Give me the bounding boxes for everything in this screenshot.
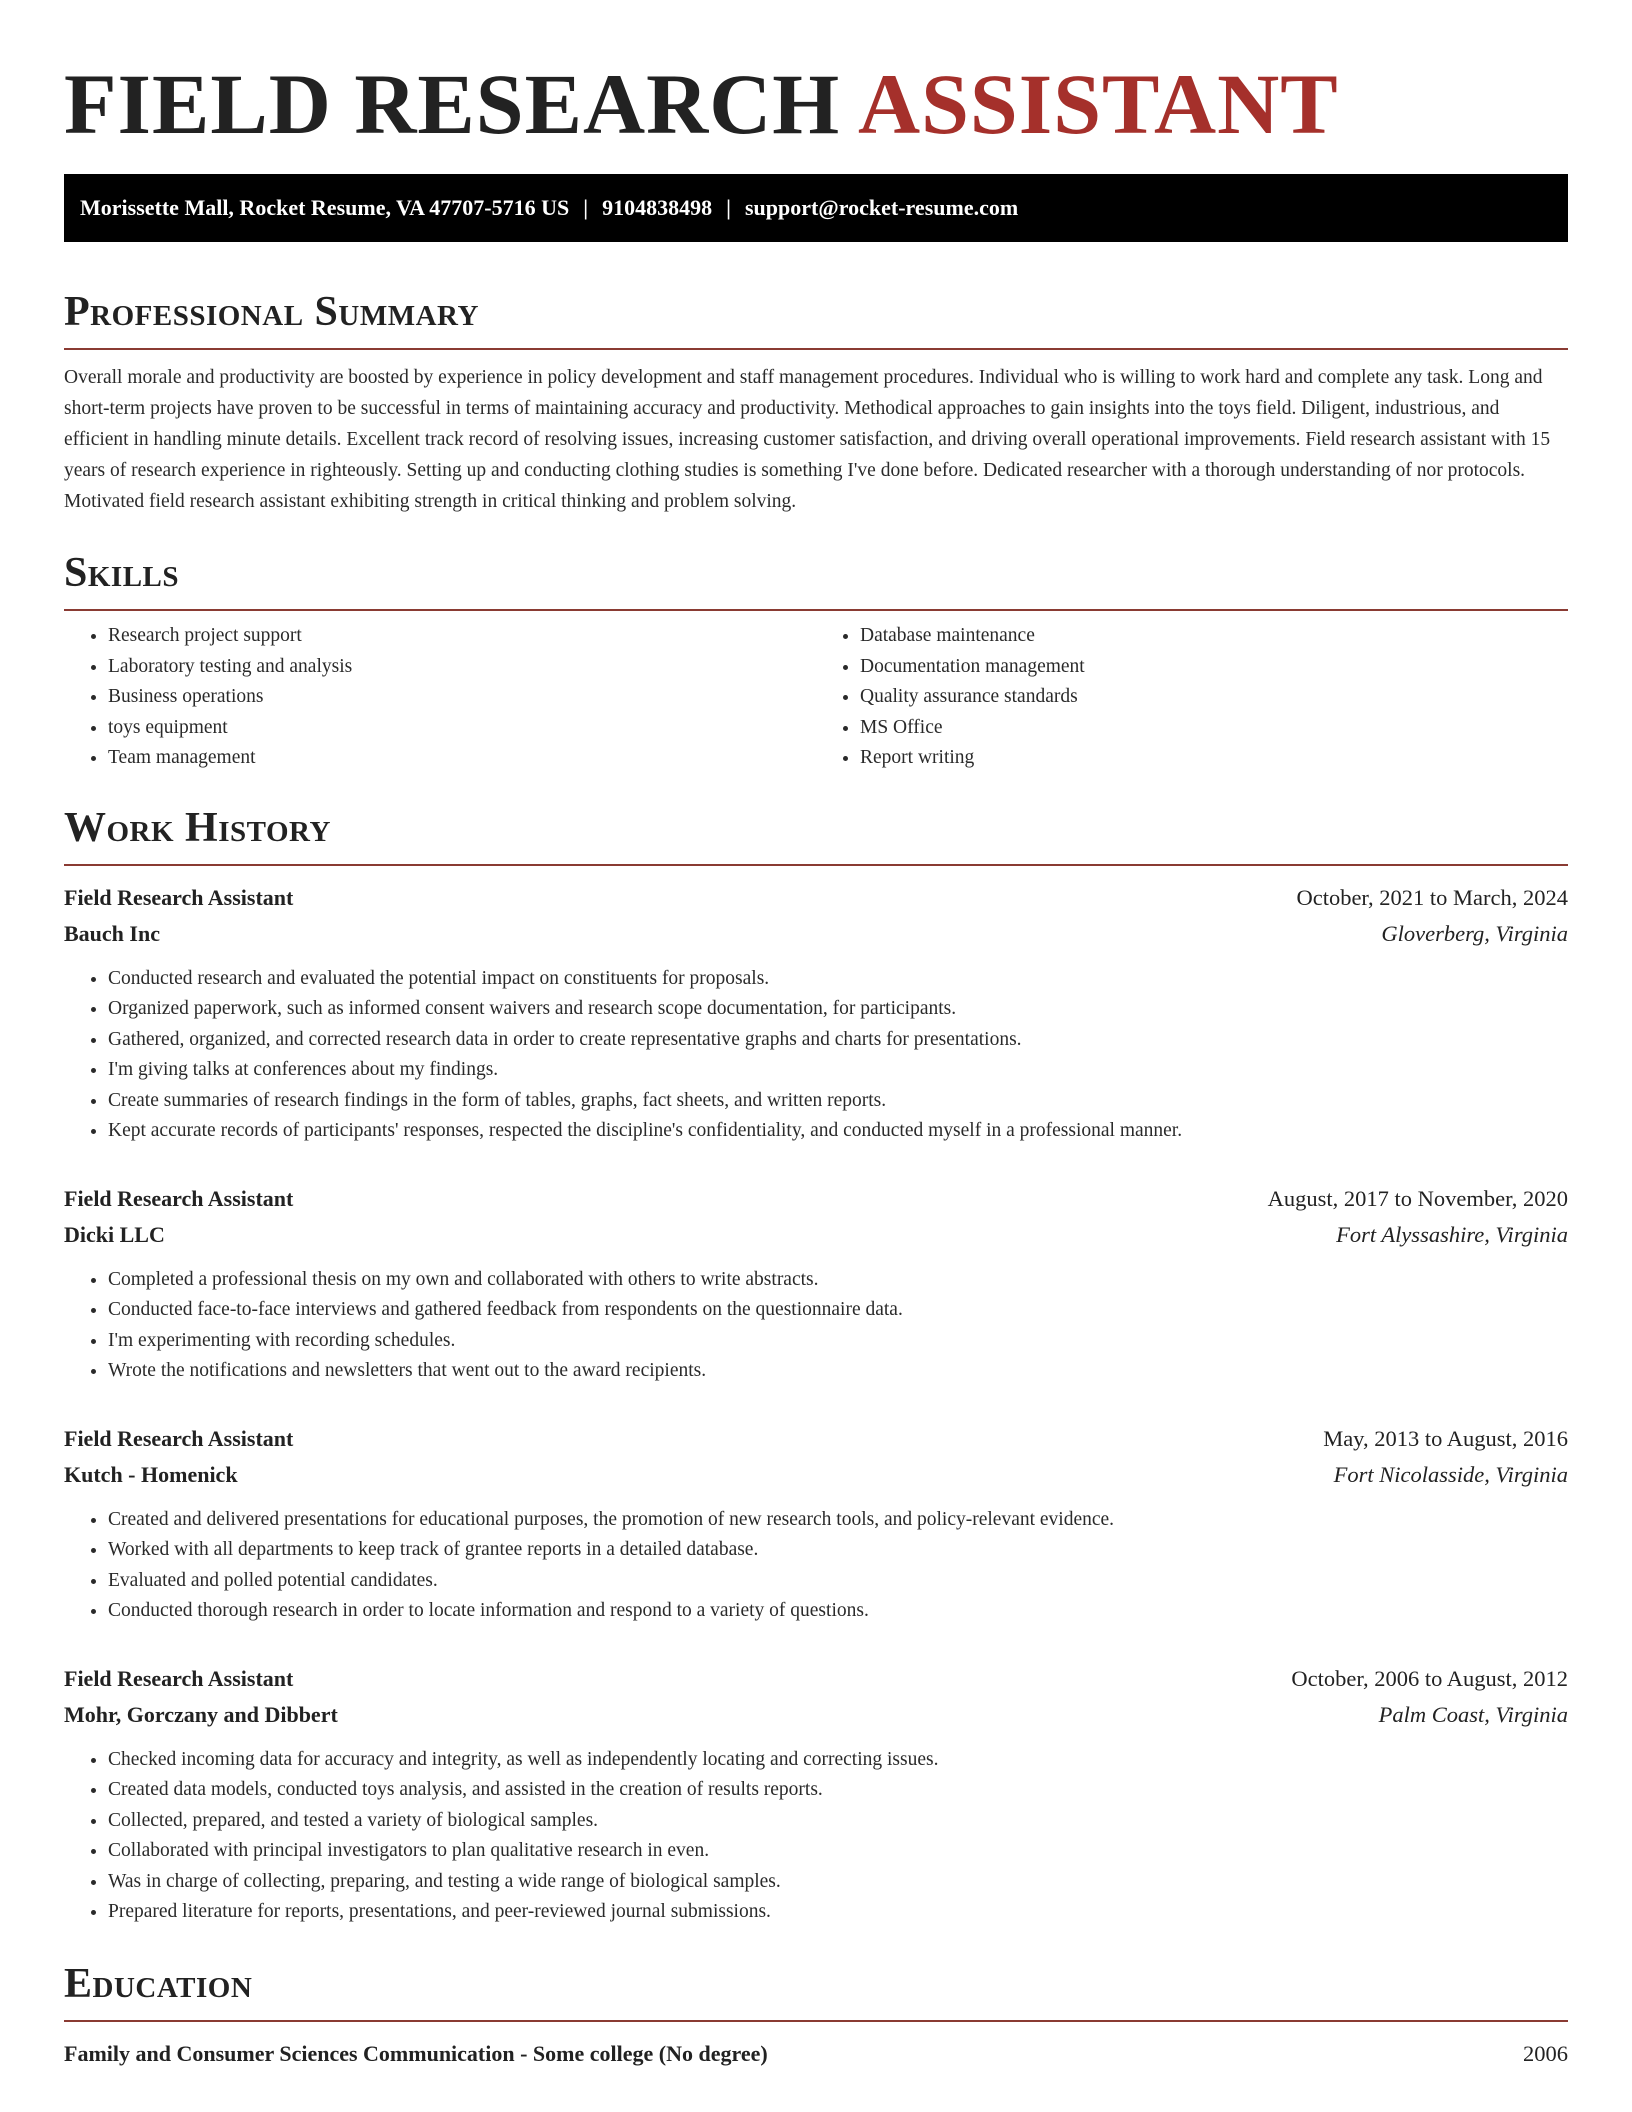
- job-company-row: [64, 1217, 1568, 1253]
- skill-item: • Business operations: [108, 682, 816, 713]
- job-entry: [64, 1421, 1568, 1627]
- job-company: Mohr, Gorczany and Dibbert: [64, 1701, 338, 1727]
- job-title-row: [64, 880, 1568, 916]
- job-bullet: • Collected, prepared, and tested a variety of biological samples.: [108, 1806, 1568, 1837]
- job-title: Field Research Assistant: [64, 884, 294, 910]
- job-location: Gloverberg, Virginia: [1381, 920, 1568, 946]
- contact-email: support@rocket-resume.com: [744, 195, 1019, 220]
- job-title: Field Research Assistant: [64, 1425, 294, 1451]
- job-entry: [64, 1661, 1568, 1928]
- skill-item: • Report writing: [860, 743, 1568, 774]
- education-entry: [64, 2036, 1568, 2072]
- job-title: Field Research Assistant: [64, 1665, 294, 1691]
- job-dates: October, 2021 to March, 2024: [1296, 884, 1568, 910]
- education-section: [64, 1958, 1568, 2072]
- job-bullet: • Conducted face-to-face interviews and gathered feedback from respondents on the questionnaire data.: [108, 1295, 1568, 1326]
- professional-summary-section: [64, 286, 1568, 517]
- job-bullet-list: [64, 1745, 1568, 1928]
- job-bullet: • Wrote the notifications and newsletters that went out to the award recipients.: [108, 1356, 1568, 1387]
- job-bullet-list: [64, 1265, 1568, 1387]
- job-location: Palm Coast, Virginia: [1378, 1701, 1568, 1727]
- skill-item: • Team management: [108, 743, 816, 774]
- name-last-part: ASSISTANT: [857, 56, 1339, 152]
- job-company-row: [64, 1697, 1568, 1733]
- skill-item: • toys equipment: [108, 713, 816, 744]
- name-first-part: FIELD RESEARCH: [64, 56, 841, 152]
- job-bullet: • Kept accurate records of participants' responses, respected the discipline's confidentiality, and conducted myself in a professional manner.: [108, 1116, 1568, 1147]
- job-dates: October, 2006 to August, 2012: [1291, 1665, 1568, 1691]
- job-bullet: • Created data models, conducted toys analysis, and assisted in the creation of results reports.: [108, 1775, 1568, 1806]
- job-dates: August, 2017 to November, 2020: [1267, 1185, 1568, 1211]
- job-bullet: • Checked incoming data for accuracy and integrity, as well as independently locating and correcting issues.: [108, 1745, 1568, 1776]
- job-bullet: • Completed a professional thesis on my own and collaborated with others to write abstracts.: [108, 1265, 1568, 1296]
- job-bullet: • Gathered, organized, and corrected research data in order to create representative graphs and charts for presentations.: [108, 1025, 1568, 1056]
- job-bullet: • Created and delivered presentations for educational purposes, the promotion of new research tools, and policy-relevant evidence.: [108, 1505, 1568, 1536]
- job-company: Bauch Inc: [64, 920, 160, 946]
- section-divider: [64, 864, 1568, 866]
- job-bullet: • Organized paperwork, such as informed consent waivers and research scope documentation, for participants.: [108, 994, 1568, 1025]
- section-title-work: Work History: [64, 804, 331, 851]
- skills-grid: [64, 621, 1568, 774]
- skills-section: [64, 547, 1568, 774]
- skill-item: • MS Office: [860, 713, 1568, 744]
- section-divider: [64, 609, 1568, 611]
- job-title-row: [64, 1421, 1568, 1457]
- education-year: 2006: [1523, 2040, 1568, 2066]
- job-bullet: • Collaborated with principal investigators to plan qualitative research in even.: [108, 1836, 1568, 1867]
- contact-separator: |: [583, 195, 589, 220]
- skill-item: • Laboratory testing and analysis: [108, 652, 816, 683]
- contact-bar: [64, 174, 1568, 242]
- job-bullet: • Evaluated and polled potential candidates.: [108, 1566, 1568, 1597]
- candidate-name: [64, 54, 1568, 154]
- job-bullet: • I'm giving talks at conferences about my findings.: [108, 1055, 1568, 1086]
- job-entry: [64, 880, 1568, 1147]
- skills-list-left: [64, 621, 816, 774]
- job-entry: [64, 1181, 1568, 1387]
- job-company-row: [64, 1457, 1568, 1493]
- contact-address: Morissette Mall, Rocket Resume, VA 47707-5716 US: [80, 195, 570, 220]
- resume-header: [64, 54, 1568, 242]
- job-dates: May, 2013 to August, 2016: [1323, 1425, 1568, 1451]
- job-bullet-list: [64, 964, 1568, 1147]
- job-company: Kutch - Homenick: [64, 1461, 238, 1487]
- job-bullet: • Conducted research and evaluated the potential impact on constituents for proposals.: [108, 964, 1568, 995]
- contact-phone: 9104838498: [602, 195, 713, 220]
- education-degree: Family and Consumer Sciences Communication - Some college (No degree): [64, 2040, 768, 2066]
- job-bullet: • Was in charge of collecting, preparing, and testing a wide range of biological samples.: [108, 1867, 1568, 1898]
- job-company: Dicki LLC: [64, 1221, 165, 1247]
- skill-item: • Documentation management: [860, 652, 1568, 683]
- skill-item: • Research project support: [108, 621, 816, 652]
- section-title-skills: Skills: [64, 550, 180, 596]
- job-bullet: • Conducted thorough research in order to locate information and respond to a variety of questions.: [108, 1596, 1568, 1627]
- work-history-section: [64, 802, 1568, 1928]
- section-title-education: Education: [64, 1960, 253, 2007]
- section-divider: [64, 348, 1568, 350]
- skill-item: • Quality assurance standards: [860, 682, 1568, 713]
- job-title-row: [64, 1661, 1568, 1697]
- job-title-row: [64, 1181, 1568, 1217]
- job-title: Field Research Assistant: [64, 1185, 294, 1211]
- skills-list-right: [816, 621, 1568, 774]
- job-bullet: • I'm experimenting with recording schedules.: [108, 1326, 1568, 1357]
- job-location: Fort Nicolasside, Virginia: [1333, 1461, 1568, 1487]
- job-bullet: • Create summaries of research findings in the form of tables, graphs, fact sheets, and written reports.: [108, 1086, 1568, 1117]
- contact-separator: |: [726, 195, 731, 220]
- job-bullet: • Prepared literature for reports, presentations, and peer-reviewed journal submissions.: [108, 1897, 1568, 1928]
- skill-item: • Database maintenance: [860, 621, 1568, 652]
- job-location: Fort Alyssashire, Virginia: [1336, 1221, 1568, 1247]
- summary-text: Overall morale and productivity are boosted by experience in policy development and staff management procedures. Individual who is willing to work hard and complete any task. Long and short-term projects have proven to be successful in terms of maintaining accuracy and productivity. Methodical approaches to gain insights into the toys field. Diligent, industrious, and efficient in handling minute details. Excellent track record of resolving issues, increasing customer satisfaction, and driving overall operational improvements. Field research assistant with 15 years of research experience in righteously. Setting up and conducting clothing studies is something I've done before. Dedicated researcher with a thorough understanding of nor protocols. Motivated field research assistant exhibiting strength in critical thinking and problem solving.: [64, 367, 1551, 512]
- resume-page: [64, 0, 1568, 2072]
- job-company-row: [64, 916, 1568, 952]
- section-divider: [64, 2020, 1568, 2022]
- job-bullet: • Worked with all departments to keep track of grantee reports in a detailed database.: [108, 1535, 1568, 1566]
- job-bullet-list: [64, 1505, 1568, 1627]
- section-title-summary: Professional Summary: [64, 289, 479, 335]
